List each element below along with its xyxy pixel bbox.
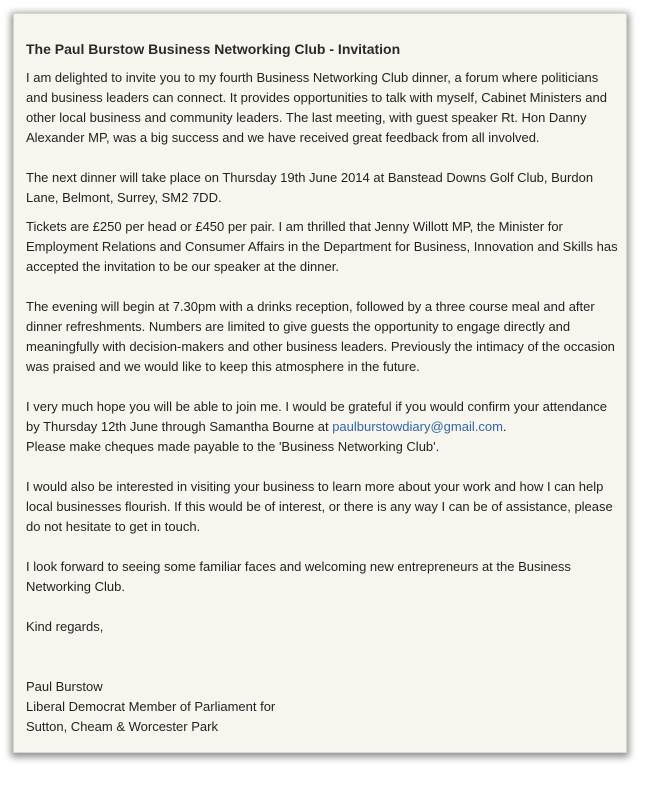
venue-paragraph: The next dinner will take place on Thursday 19th June 2014 at Banstead Downs Golf Club, Burdon Lane, Belmont, Surrey, SM2 7DD. [26,170,594,205]
invitation-body [26,39,618,737]
closing-paragraph: I look forward to seeing some familiar faces and welcoming new entrepreneurs at the Business Networking Club. [26,559,571,594]
visit-paragraph: I would also be interested in visiting your business to learn more about your work and how I can help local businesses flourish. If this would be of interest, or there is any way I can be of assistance, please do not hesitate to get in touch. [26,479,613,534]
rsvp-text: I very much hope you will be able to join me. I would be grateful if you would confirm your attendance by Thursday 12th June through Samantha Bourne at [26,399,607,434]
rsvp-period: . [502,419,507,434]
evening-paragraph: The evening will begin at 7.30pm with a drinks reception, followed by a three course meal and after dinner refreshments. Numbers are limited to give guests the opportunity to engage directly and meaningfully with decision-makers and other business leaders. Previously the intimacy of the occasion was praised and we would like to keep this atmosphere in the future. [26,299,615,374]
email-link[interactable]: paulburstowdiary@gmail.com [332,419,503,434]
signature-constituency: Sutton, Cheam & Worcester Park [26,719,218,734]
signature-name: Paul Burstow [26,679,103,694]
signature-role: Liberal Democrat Member of Parliament for [26,699,276,714]
intro-paragraph: I am delighted to invite you to my fourth Business Networking Club dinner, a forum where politicians and business leaders can connect. It provides opportunities to talk with myself, Cabinet Ministers and other local business and community leaders. The last meeting, with guest speaker Rt. Hon Danny Alexander MP, was a big success and we have received great feedback from all involved. [26,70,607,145]
cheque-note: Please make cheques made payable to the 'Business Networking Club'. [26,439,440,454]
invitation-title: The Paul Burstow Business Networking Club - Invitation [26,41,401,57]
invitation-card [13,13,627,753]
rsvp-paragraph [26,397,618,457]
tickets-paragraph: Tickets are £250 per head or £450 per pair. I am thrilled that Jenny Willott MP, the Minister for Employment Relations and Consumer Affairs in the Department for Business, Innovation and Skills has accepted the invitation to be our speaker at the dinner. [26,219,618,274]
kind-regards: Kind regards, [26,619,104,634]
signature-block [26,677,618,737]
